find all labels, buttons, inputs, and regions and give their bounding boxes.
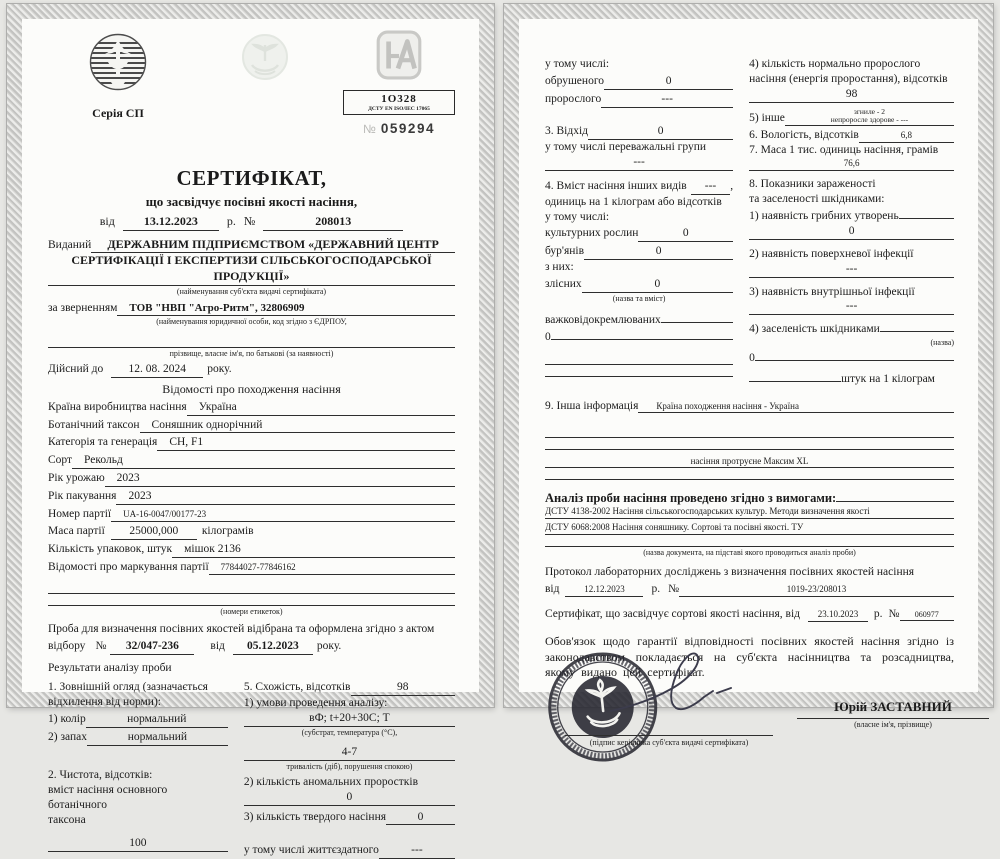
blank-line xyxy=(545,353,733,365)
signature-icon xyxy=(601,645,761,736)
field-variety-value: Рекольд xyxy=(72,453,455,469)
certificate-page-left: Серія СП 1О328 ДСТУ EN ISO/IEC 17065 № 059294 СЕРТИФІКАТ, що засвідчує посівні якості насіння, від 13.12.2023 р. № 208013 Виданий ДЕРЖАВНИМ ПІДПРИЄМСТВОМ «ДЕРЖАВНИЙ ЦЕНТР СЕРТИФІКАЦІЇ І ЕКСПЕРТИЗИ СІЛЬСЬКОГОСПОДАРСЬКОЇ ПРОДУКЦІЇ» (найменування суб'єкта видачі сертифіката) за зверненням ТОВ "НВП "Агро-Ритм", 32806909 (найменування юридичної особи, код згідно з ЄДРПОУ, прізвище, власне ім'я, по батькові (за наявності) Дійсний до 12. 08. 2024 року. Відомості про походження насіння Країна виробництва насіння Україна Ботанічний таксон Соняшник однорічний Категорія та генерація СН, F1 Сорт Рекольд Рік урожаю 2023 Рік пакування 2023 Номер партії UA-16-0047/00177-23 Маса партії 25000,000 кілограмів Кількість упаковок, штук мішок 2136 Відомості про маркування партії 77844027-77846162 (номери етикеток) Проба для визначення посівних якостей відібрана та оформлена згідно з актом відбору № 32/047-236 від 05.12.2023 року. Результати аналізу проби 1. Зовнішній огляд (зазначається відхилення від норми): 1) колір нормальний 2) запах нормальний 2. Чистота, відсотків: вміст насіння основного ботанічного таксона 100 5. Схожість, відсотків 98 1) умови проведення аналізу: вФ; t+20+30С; Т (субстрат, температура (°С), 4-7 тривалість (діб), порушення спокою) 2) кількість аномальних проростків 0 3) кількість твердого насіння 0 у тому числі життєздатного --- xyxy=(7,4,494,707)
blank-line xyxy=(880,331,954,332)
sprouted-value: --- xyxy=(601,92,733,108)
watermark-emblem-icon xyxy=(234,29,296,96)
sampling-date: 05.12.2023 xyxy=(233,639,313,655)
signature-line xyxy=(565,735,773,736)
field-country-value: Україна xyxy=(187,400,455,416)
issue-date-line: від 13.12.2023 р. № 208013 xyxy=(48,214,455,231)
field-harvest-year-value: 2023 xyxy=(105,471,455,487)
form-serial-number: № 059294 xyxy=(363,121,435,137)
certificate-title: СЕРТИФІКАТ, xyxy=(176,166,327,190)
abnormal-sprouts-value: 0 xyxy=(244,790,455,806)
surface-infection-value: --- xyxy=(749,262,954,278)
moisture-value: 6,8 xyxy=(859,130,954,143)
origin-section-heading: Відомості про походження насіння xyxy=(162,381,341,396)
variety-cert-text: Сертифікат, що засвідчує сортові якості насіння, від xyxy=(545,608,801,621)
internal-infection-value: --- xyxy=(749,299,954,315)
state-seed-emblem-icon xyxy=(87,84,149,96)
signature-zone xyxy=(545,685,954,793)
analysis-heading: Аналіз проби насіння проведено згідно з вимогами: xyxy=(545,491,837,506)
waste-value: 0 xyxy=(588,124,733,140)
blank-line xyxy=(899,218,954,219)
cultivated-plants-value: 0 xyxy=(638,226,733,242)
signatory-name: Юрій ЗАСТАВНИЙ xyxy=(797,699,989,719)
field-category-value: СН, F1 xyxy=(157,435,455,451)
germination-value: 98 xyxy=(351,680,456,696)
applicant-value: ТОВ "НВП "Агро-Ритм", 32806909 xyxy=(117,301,455,316)
hard-to-separate-value: 0 xyxy=(545,330,551,343)
other-notes: згниле - 2 непроросле здорове - --- xyxy=(785,108,954,127)
variety-cert-number: 060977 xyxy=(900,610,954,621)
variety-cert-date: 23.10.2023 xyxy=(808,609,868,622)
color-value: нормальний xyxy=(86,712,228,728)
blank-line xyxy=(755,360,954,361)
malicious-weeds-value: 0 xyxy=(582,277,733,293)
labels-caption: (номери етикеток) xyxy=(220,606,283,616)
blank-line xyxy=(545,468,954,480)
waste-groups-value: --- xyxy=(545,155,733,171)
other-info-value: Країна походження насіння - Україна xyxy=(638,401,954,414)
results-heading: Результати аналізу проби xyxy=(48,662,172,675)
analysis-standard-2: ДСТУ 6068:2008 Насіння соняшнику. Сортові та посівні якості. ТУ xyxy=(545,522,954,535)
weeds-value: 0 xyxy=(584,244,733,260)
results-right-column: 5. Схожість, відсотків 98 1) умови проведення аналізу: вФ; t+20+30С; Т (субстрат, температура (°С), 4-7 тривалість (діб), порушення спокою) 2) кількість аномальних проростків 0 3) кількість твердого насіння 0 у тому числі життєздатного --- xyxy=(244,680,455,859)
blank-line xyxy=(661,322,733,323)
other-info-label: 9. Інша інформація xyxy=(545,399,639,412)
signatory-block xyxy=(797,699,989,730)
field-packages-value: мішок 2136 xyxy=(172,542,455,558)
serial-prefix: № xyxy=(363,122,376,137)
page2-right-column: 4) кількість нормально пророслого насіння (енергія проростання), відсотків 98 5) інше згниле - 2 непроросле здорове - --- 6. Вологість, відсотків 6,8 7. Маса 1 тис. одиниць насіння, грамів 76,6 8. Показники зараженості та заселеності шкідниками: 1) наявність грибних утворень 0 2) наявність поверхневої інфекції --- 3) наявність внутрішньої інфекції --- 4) заселеність шкідниками (назва) 0 штук на 1 кілограм xyxy=(749,58,954,385)
blank-line xyxy=(545,438,954,450)
issuer-line2: СЕРТИФІКАЦІЇ І ЕКСПЕРТИЗИ СІЛЬСЬКОГОСПОДАРСЬКОЇ ПРОДУКЦІЇ» xyxy=(48,253,455,285)
results-left-column: 1. Зовнішній огляд (зазначається відхилення від норми): 1) колір нормальний 2) запах нормальний 2. Чистота, відсотків: вміст насіння основного ботанічного таксона 100 xyxy=(48,680,228,859)
accreditation-standard: ДСТУ EN ISO/IEC 17065 xyxy=(368,106,430,113)
analysis-caption: (назва документа, на підставі якого проводиться аналіз проби) xyxy=(643,547,856,557)
hulled-value: 0 xyxy=(604,74,733,90)
accreditation-box xyxy=(343,90,455,115)
valid-until-label: Дійсний до xyxy=(48,363,104,376)
seed-treatment-value: насіння протруєне Максим XL xyxy=(545,456,954,469)
smell-value: нормальний xyxy=(87,730,228,746)
certificate-number: 208013 xyxy=(263,214,403,231)
signature-caption: (підпис керівника суб'єкта видачі сертифіката) xyxy=(589,737,749,747)
field-lot-mass-value: 25000,000 xyxy=(111,524,197,540)
blank-line xyxy=(48,582,455,594)
applicant-caption2: прізвище, власне ім'я, по батькові (за наявності) xyxy=(169,348,334,358)
sampling-text: Проба для визначення посівних якостей відібрана та оформлена згідно з актом xyxy=(48,623,435,636)
blank-line xyxy=(545,426,954,438)
protocol-date: 12.12.2023 xyxy=(565,584,643,597)
issued-by-label: Виданий xyxy=(48,238,92,251)
series-label: Серія СП xyxy=(92,105,144,120)
page2-left-column: у тому числі: обрушеного 0 пророслого --- 3. Відхід 0 у тому числі переважальні групи --- 4. Вміст насіння інших видів --- , одиниць на 1 кілограм або відсотків у тому числі: культурних рослин 0 бур'янів 0 з них: злісних 0 (назва та вміст) важковідокремлюваних 0 xyxy=(545,57,733,387)
thousand-seed-mass-value: 76,6 xyxy=(749,158,954,171)
applicant-caption1: (найменування юридичної особи, код згідно з ЄДРПОУ, xyxy=(156,317,347,327)
page1-header xyxy=(48,29,455,143)
protocol-text: Протокол лабораторних досліджень з визначення посівних якостей насіння xyxy=(545,566,915,579)
protocol-number: 1019-23/208013 xyxy=(679,584,954,597)
energy-value: 98 xyxy=(749,87,954,103)
analysis-standard-1: ДСТУ 4138-2002 Насіння сільськогосподарських культур. Методи визначення якості xyxy=(545,506,954,519)
pests-value: 0 xyxy=(749,351,755,364)
field-taxon-value: Соняшник однорічний xyxy=(140,418,455,434)
naau-accreditation-logo-icon xyxy=(375,72,423,84)
issuer-line1: ДЕРЖАВНИМ ПІДПРИЄМСТВОМ «ДЕРЖАВНИЙ ЦЕНТР xyxy=(91,237,455,254)
field-lot-number-value: UA-16-0047/00177-23 xyxy=(111,509,455,522)
duration-value: 4-7 xyxy=(244,745,455,761)
blank-line xyxy=(749,381,841,382)
blank-line xyxy=(48,336,455,348)
fungal-value: 0 xyxy=(749,224,954,240)
field-marking-value: 77844027-77846162 xyxy=(209,562,455,575)
hard-seed-value: 0 xyxy=(386,810,455,826)
conditions-value: вФ; t+20+30С; Т xyxy=(244,711,455,727)
blank-line xyxy=(836,501,954,502)
valid-until-date: 12. 08. 2024 xyxy=(111,362,203,378)
field-packing-year-value: 2023 xyxy=(116,489,455,505)
purity-value: 100 xyxy=(48,836,228,852)
blank-line xyxy=(48,594,455,606)
issuer-caption: (найменування суб'єкта видачі сертифіката) xyxy=(176,286,327,296)
certificate-subtitle: що засвідчує посівні якості насіння, xyxy=(145,194,358,210)
issue-date: 13.12.2023 xyxy=(123,214,219,231)
certificate-page-right: у тому числі: обрушеного 0 пророслого --- 3. Відхід 0 у тому числі переважальні групи --- 4. Вміст насіння інших видів --- , одиниць на 1 кілограм або відсотків у тому числі: культурних рослин 0 бур'янів 0 з них: злісних 0 (назва та вміст) важковідокремлюваних 0 4) кількість нормально пророслого насіння (енергія проростання), відсотків 98 5) інше згниле - 2 непроросле здорове - --- 6. Вологість, відсотків 6,8 7. Маса 1 тис. одиниць насіння, грамів 76,6 8. Показники зараженості та заселеності шкідниками: 1) наявність грибних утворень 0 2) наявність поверхневої інфекції --- 3) наявність внутрішньої інфекції --- 4) заселеність шкідниками (назва) 0 штук на 1 кілограм 9. Інша інформація Країна походження насіння - Україна насіння протруєне Максим XL Аналіз проби насіння проведено згідно з вимогами: ДСТУ 4138-2002 Насіння сільськогосподарських культур. Методи визначення якості ДСТУ 6068:2008 Насіння соняшнику. Сортові та посівні якості. ТУ (назва документа, на підставі якого проводиться аналіз проби) Протокол лабораторних досліджень з визначення посівних якостей насіння від 12.12.2023 р. № 1019-23/208013 Сертифікат, що засвідчує сортові якості насіння, від 23.10.2023 р. № 060977 Обов'язок щодо гарантії відповідності посівних якостей насіння згідно із законодавством покладається на суб'єкта насінництва та розсадництва, якому видано цей сертифікат. (підпис керівника суб'єкта видачі сертифіката) Юрій ЗАСТАВНИЙ (власне ім'я, прізвище) xyxy=(504,4,993,707)
other-species-value: --- xyxy=(691,179,731,195)
accreditation-code: 1О328 xyxy=(381,92,417,105)
viable-value: --- xyxy=(379,843,455,859)
applicant-label: за зверненням xyxy=(48,301,118,314)
blank-line xyxy=(551,339,733,340)
blank-line xyxy=(545,365,733,377)
sampling-act-number: 32/047-236 xyxy=(110,639,194,655)
obligation-text: Обов'язок щодо гарантії відповідності посівних якостей насіння згідно із законодавством покладається на суб'єкта насінництва та розсадництва, якому видано цей сертифікат. xyxy=(545,634,954,680)
signatory-caption: (власне ім'я, прізвище) xyxy=(854,719,932,729)
blank-line xyxy=(545,535,954,547)
